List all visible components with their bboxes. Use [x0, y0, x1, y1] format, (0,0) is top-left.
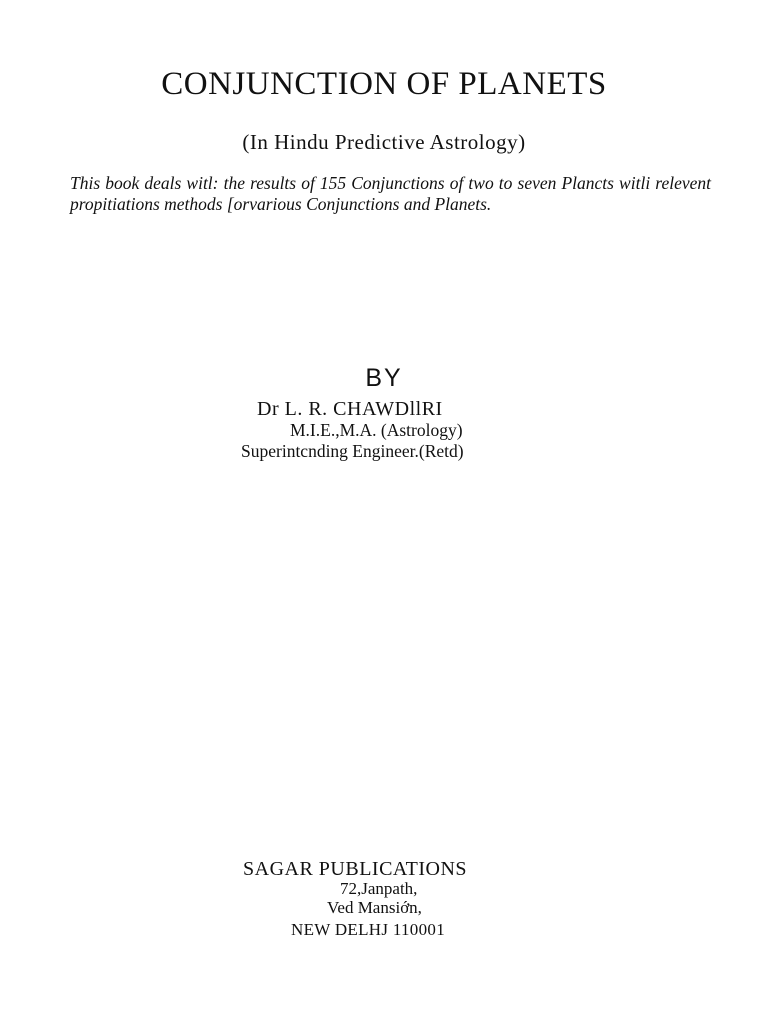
author-role: Superintcnding Engineer.(Retd): [241, 441, 464, 461]
book-description: This book deals witl: the results of 155 Conjunctions of two to seven Plancts witli relevent propitiations methods [orvarious Conjunctions and Planets.: [70, 173, 711, 214]
publisher-address-line-2: Ved Mansiớn,: [327, 898, 422, 917]
book-title: CONJUNCTION OF PLANETS: [161, 66, 607, 102]
author-name: Dr L. R. CHAWDllRI: [257, 398, 443, 420]
by-label: BY: [365, 364, 403, 392]
author-degree: M.I.E.,M.A. (Astrology): [290, 420, 463, 440]
publisher-address-line-3: NEW DELHJ 110001: [291, 920, 446, 939]
book-subtitle: (In Hindu Predictive Astrology): [242, 130, 526, 154]
publisher-address-line-1: 72,Janpath,: [340, 879, 418, 898]
publisher-name: SAGAR PUBLICATIONS: [243, 858, 468, 880]
